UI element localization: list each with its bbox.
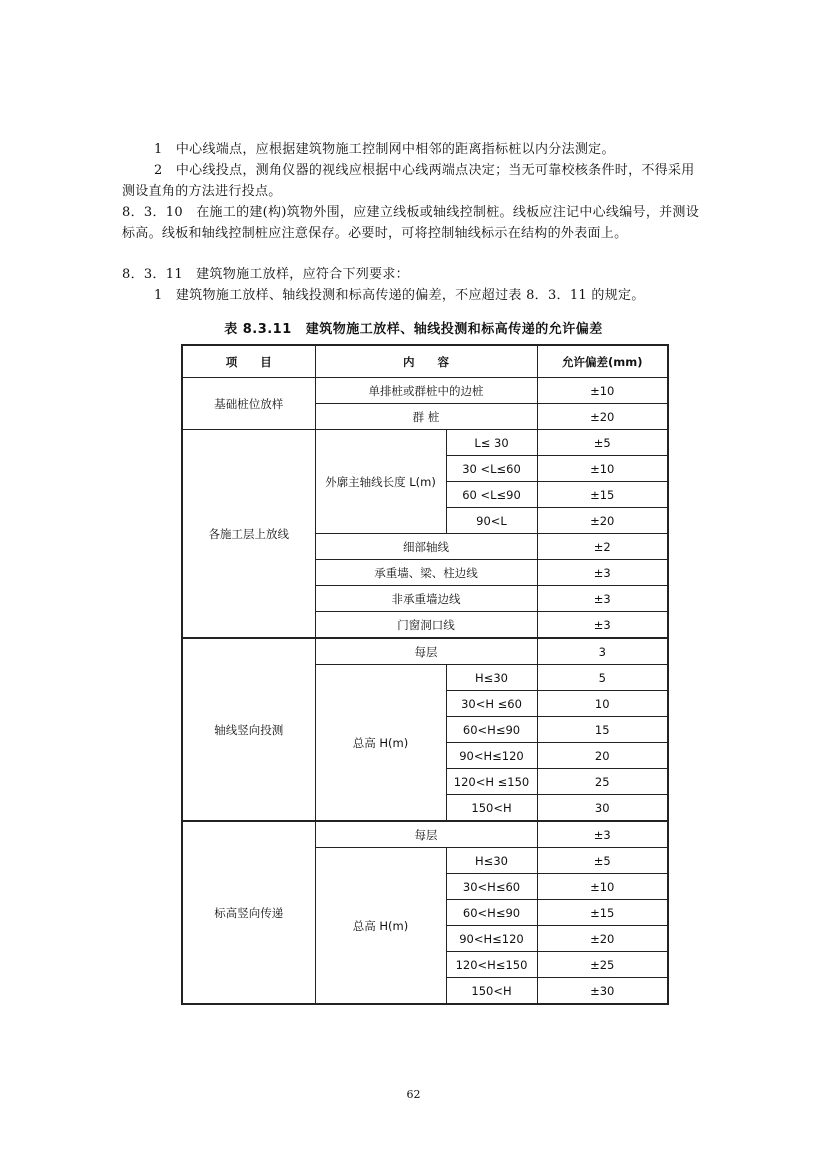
table-cell: ±10 xyxy=(537,456,668,482)
paragraph-1: 1 中心线端点，应根据建筑物施工控制网中相邻的距离指标桩以内分法测定。 xyxy=(154,142,615,157)
table-caption xyxy=(0,318,827,337)
table-cell: 90<H≤120 xyxy=(446,743,537,769)
table-cell: 60 <L≤90 xyxy=(446,482,537,508)
table-cell: 群 桩 xyxy=(315,404,537,430)
table-cell: ±3 xyxy=(537,560,668,586)
table-cell: ±15 xyxy=(537,482,668,508)
paragraph-3: 8．3．10 在施工的建(构)筑物外围，应建立线板或轴线控制桩。线板应注记中心线编号，并测设标高。线板和轴线控制桩应注意保存。必要时，可将控制轴线标示在结构的外表面上。 xyxy=(122,205,700,241)
table-cell: ±2 xyxy=(537,534,668,560)
header-item: 项 目 xyxy=(182,345,315,378)
header-tolerance: 允许偏差(mm) xyxy=(537,345,668,378)
table-cell: 25 xyxy=(537,769,668,795)
sub-group-label: 总高 H(m) xyxy=(315,665,446,822)
tolerance-table xyxy=(181,344,669,1005)
table-cell: 150<H xyxy=(446,795,537,822)
table-cell: ±5 xyxy=(537,430,668,456)
table-cell: 3 xyxy=(537,638,668,665)
table-cell: 10 xyxy=(537,691,668,717)
table-row xyxy=(182,821,668,848)
table-cell: 60<H≤90 xyxy=(446,717,537,743)
table-cell: 90<H≤120 xyxy=(446,926,537,952)
group-label: 各施工层上放线 xyxy=(182,430,315,639)
table-cell: 门窗洞口线 xyxy=(315,612,537,639)
table-header-row xyxy=(182,345,668,378)
table-cell: 非承重墙边线 xyxy=(315,586,537,612)
table-cell: 30<H ≤60 xyxy=(446,691,537,717)
table-cell: 15 xyxy=(537,717,668,743)
table-cell: 30<H≤60 xyxy=(446,874,537,900)
table-cell: ±15 xyxy=(537,900,668,926)
table-row xyxy=(182,638,668,665)
table-cell: 细部轴线 xyxy=(315,534,537,560)
paragraph-2: 2 中心线投点，测角仪器的视线应根据中心线两端点决定；当无可靠校核条件时，不得采用测设直角的方法进行投点。 xyxy=(122,163,695,199)
sub-group-label: 总高 H(m) xyxy=(315,848,446,1005)
table-cell: H≤30 xyxy=(446,665,537,691)
table-cell: 150<H xyxy=(446,978,537,1005)
table-cell: 5 xyxy=(537,665,668,691)
table-cell: ±3 xyxy=(537,612,668,639)
table-cell: 每层 xyxy=(315,821,537,848)
table-cell: 120<H ≤150 xyxy=(446,769,537,795)
table-row xyxy=(182,430,668,456)
table-cell: ±10 xyxy=(537,874,668,900)
group-label: 轴线竖向投测 xyxy=(182,638,315,821)
table-cell: ±25 xyxy=(537,952,668,978)
table-cell: ±20 xyxy=(537,926,668,952)
table-cell: 120<H≤150 xyxy=(446,952,537,978)
table-cell: ±20 xyxy=(537,508,668,534)
table-cell: ±10 xyxy=(537,378,668,404)
table-cell: 承重墙、梁、柱边线 xyxy=(315,560,537,586)
table-row xyxy=(182,378,668,404)
table-cell: L≤ 30 xyxy=(446,430,537,456)
table-cell: H≤30 xyxy=(446,848,537,874)
table-cell: ±5 xyxy=(537,848,668,874)
paragraph-5: 1 建筑物施工放样、轴线投测和标高传递的偏差，不应超过表 8．3．11 的规定。 xyxy=(154,288,645,303)
group-label: 基础桩位放样 xyxy=(182,378,315,430)
table-cell: ±3 xyxy=(537,821,668,848)
table-cell: 每层 xyxy=(315,638,537,665)
group-label: 标高竖向传递 xyxy=(182,821,315,1004)
table-cell: 20 xyxy=(537,743,668,769)
table-caption-title: 建筑物施工放样、轴线投测和标高传递的允许偏差 xyxy=(305,322,603,337)
table-cell: 单排桩或群桩中的边桩 xyxy=(315,378,537,404)
table-cell: ±20 xyxy=(537,404,668,430)
table-caption-number: 表 8.3.11 xyxy=(224,322,292,337)
table-cell: 30 <L≤60 xyxy=(446,456,537,482)
sub-group-label: 外廓主轴线长度 L(m) xyxy=(315,430,446,534)
header-content: 内 容 xyxy=(315,345,537,378)
page-number: 62 xyxy=(406,1088,421,1101)
table-cell: 30 xyxy=(537,795,668,822)
table-cell: 60<H≤90 xyxy=(446,900,537,926)
paragraph-4: 8．3．11 建筑物施工放样，应符合下列要求： xyxy=(122,267,409,282)
table-cell: ±3 xyxy=(537,586,668,612)
table-cell: 90<L xyxy=(446,508,537,534)
table-cell: ±30 xyxy=(537,978,668,1005)
